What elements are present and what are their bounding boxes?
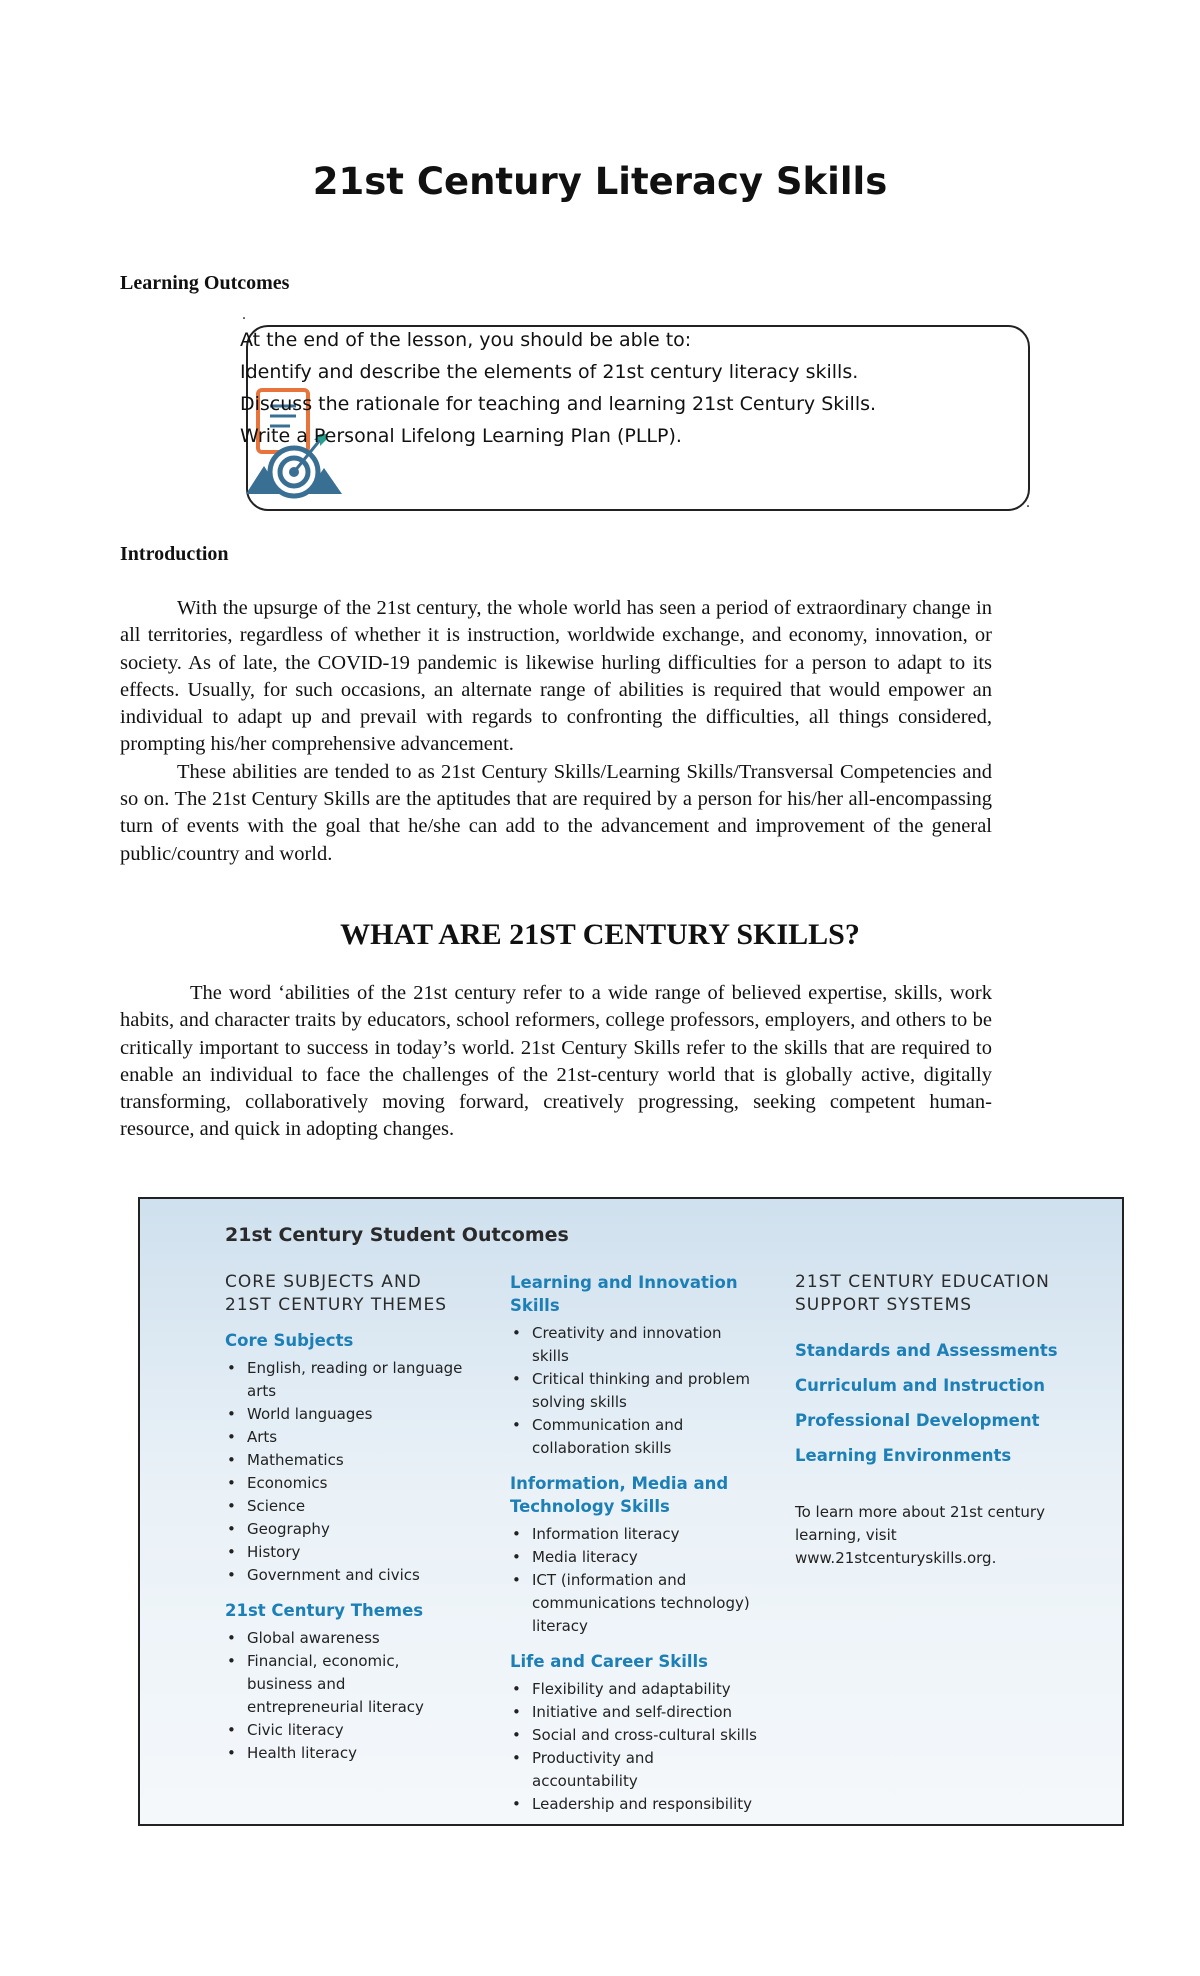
infographic-title: 21st Century Student Outcomes	[225, 1224, 569, 1246]
intro-paragraph: These abilities are tended to as 21st Century Skills/Learning Skills/Transversal Competencies and so on. The 21st Century Skills are the aptitudes that are required by a person for his/her all-encompassing turn of events with the goal that he/she can add to the advancement and improvement of the general public/country and world.	[120, 760, 992, 865]
learn-more-note: To learn more about 21st century learning, visit www.21stcenturyskills.org.	[795, 1503, 1045, 1567]
list-item: • ICT (information and communications technology) literacy	[510, 1569, 760, 1638]
outcomes-intro: At the end of the lesson, you should be able to:	[240, 329, 692, 351]
section-title: WHAT ARE 21ST CENTURY SKILLS?	[340, 918, 860, 951]
list-item: • World languages	[225, 1403, 465, 1426]
learning-outcomes-list	[240, 324, 876, 452]
outcome-item: Discuss the rationale for teaching and learning 21st Century Skills.	[240, 393, 877, 415]
list-item: • Arts	[225, 1426, 465, 1449]
list-item: • Science	[225, 1495, 465, 1518]
list-item: • Leadership and responsibility	[510, 1793, 760, 1816]
support-system-item: Learning Environments	[795, 1446, 1012, 1465]
list-item: • English, reading or language arts	[225, 1357, 465, 1403]
list-item: • Communication and collaboration skills	[510, 1414, 760, 1460]
list-item: • Media literacy	[510, 1546, 760, 1569]
introduction-body	[120, 595, 992, 868]
list-item: • Critical thinking and problem solving skills	[510, 1368, 760, 1414]
themes-list	[225, 1627, 465, 1765]
list-item: • Civic literacy	[225, 1719, 465, 1742]
list-item: • Productivity and accountability	[510, 1747, 760, 1793]
core-subjects-list	[225, 1357, 465, 1587]
learning-innovation-heading: Learning and Innovation Skills	[510, 1273, 738, 1315]
list-item: • Creativity and innovation skills	[510, 1322, 760, 1368]
student-outcomes-infographic	[138, 1197, 1124, 1826]
outcome-item: Identify and describe the elements of 21st century literacy skills.	[240, 361, 859, 383]
list-item: • Economics	[225, 1472, 465, 1495]
decorative-dot: .	[1026, 494, 1030, 511]
themes-heading: 21st Century Themes	[225, 1601, 424, 1620]
introduction-heading: Introduction	[120, 543, 229, 565]
info-media-tech-heading: Information, Media and Technology Skills	[510, 1474, 729, 1516]
life-career-list	[510, 1678, 760, 1816]
section-body	[120, 980, 992, 1144]
decorative-dot: .	[242, 306, 246, 323]
list-item: • Initiative and self-direction	[510, 1701, 760, 1724]
list-item: • Social and cross-cultural skills	[510, 1724, 760, 1747]
column-caption: CORE SUBJECTS AND 21ST CENTURY THEMES	[225, 1272, 447, 1315]
support-systems-column	[795, 1271, 1060, 1570]
intro-paragraph: With the upsurge of the 21st century, the whole world has seen a period of extraordinary change in all territories, regardless of whether it is instruction, worldwide exchange, and economy, innovation, or society. As of late, the COVID-19 pandemic is likewise hurling difficulties for a person to adapt to its effects. Usually, for such occasions, an alternate range of abilities is required that would empower an individual to adapt up and prevail with regards to confronting the difficulties, all things considered, prompting his/her comprehensive advancement.	[120, 597, 992, 756]
list-item: • Flexibility and adaptability	[510, 1678, 760, 1701]
list-item: • Government and civics	[225, 1564, 465, 1587]
page-title: 21st Century Literacy Skills	[312, 160, 888, 203]
support-system-item: Curriculum and Instruction	[795, 1376, 1045, 1395]
core-subjects-column	[225, 1271, 465, 1777]
section-paragraph: The word ‘abilities of the 21st century refer to a wide range of believed expertise, skills, work habits, and character traits by educators, school reformers, college professors, employers, and others to be critically important to success in today’s world. 21st Century Skills refer to the skills that are required to enable an individual to face the challenges of the 21st-century world that is globally active, digitally transforming, collaboratively moving forward, creatively progressing, seeking competent human-resource, and quick in adopting changes.	[120, 982, 992, 1141]
support-system-item: Professional Development	[795, 1411, 1040, 1430]
list-item: • Geography	[225, 1518, 465, 1541]
list-item: • Financial, economic, business and entrepreneurial literacy	[225, 1650, 465, 1719]
support-system-item: Standards and Assessments	[795, 1341, 1058, 1360]
list-item: • Mathematics	[225, 1449, 465, 1472]
learning-innovation-list	[510, 1322, 760, 1460]
life-career-heading: Life and Career Skills	[510, 1652, 709, 1671]
outcome-item: Write a Personal Lifelong Learning Plan (PLLP).	[240, 425, 682, 447]
list-item: • Global awareness	[225, 1627, 465, 1650]
skills-column	[510, 1271, 760, 1828]
core-subjects-heading: Core Subjects	[225, 1331, 354, 1350]
list-item: • History	[225, 1541, 465, 1564]
list-item: • Health literacy	[225, 1742, 465, 1765]
info-media-tech-list	[510, 1523, 760, 1638]
list-item: • Information literacy	[510, 1523, 760, 1546]
column-caption: 21ST CENTURY EDUCATION SUPPORT SYSTEMS	[795, 1272, 1050, 1315]
learning-outcomes-heading: Learning Outcomes	[120, 272, 290, 294]
